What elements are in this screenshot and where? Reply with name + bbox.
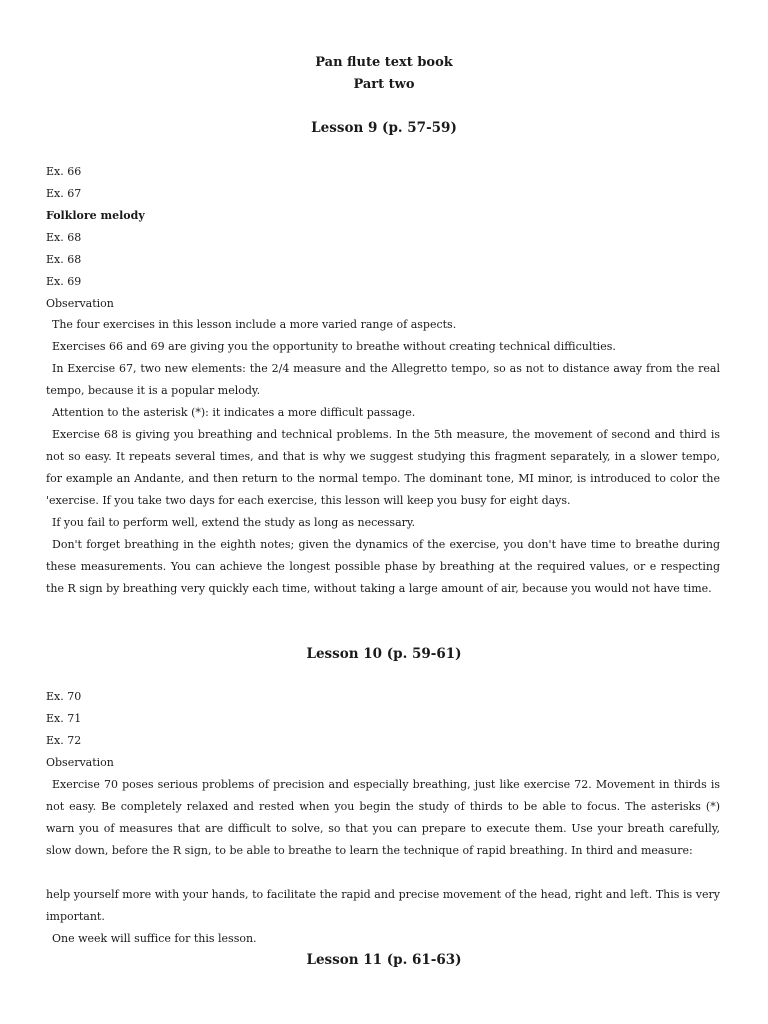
list-item-folklore-melody: Folklore melody (46, 209, 145, 222)
paragraph: Exercises 66 and 69 are giving you the opportunity to breathe without creating technical difficulties. (52, 340, 616, 353)
paragraph: Exercise 70 poses serious problems of precision and especially breathing, just like exercise 72. Movement in thirds is not easy. Be completely relaxed and rested when you begin the study of thirds to be able to focus. The asterisks (*) warn you of measures that are difficult to solve, so that you can prepare to execute them. Use your breath carefully, slow down, before the R sign, to be able to breathe to learn the technique of rapid breathing. In third and measure: (46, 778, 720, 857)
list-item: Ex. 68 (46, 253, 82, 266)
observation-label: Observation (46, 297, 114, 310)
lesson-9-observation-text (46, 314, 720, 600)
book-subtitle: Part two (353, 77, 415, 92)
list-item: Ex. 68 (46, 231, 82, 244)
paragraph: In Exercise 67, two new elements: the 2/4 measure and the Allegretto tempo, so as not to distance away from the real tempo, because it is a popular melody. (46, 362, 720, 397)
paragraph: The four exercises in this lesson include a more varied range of aspects. (52, 318, 457, 331)
lesson-10-observation-text (46, 774, 720, 862)
list-item: Ex. 72 (46, 734, 82, 747)
paragraph: help yourself more with your hands, to facilitate the rapid and precise movement of the head, right and left. This is very important. (46, 888, 720, 923)
paragraph: Don't forget breathing in the eighth notes; given the dynamics of the exercise, you don't have time to breathe during these measurements. You can achieve the longest possible phase by breathing at the required values, or e respecting the R sign by breathing very quickly each time, without taking a large amount of air, because you would not have time. (46, 538, 720, 595)
list-item: Ex. 70 (46, 690, 82, 703)
paragraph: One week will suffice for this lesson. (52, 932, 257, 945)
list-item: Ex. 69 (46, 275, 82, 288)
paragraph: Exercise 68 is giving you breathing and technical problems. In the 5th measure, the movement of second and third is not so easy. It repeats several times, and that is why we suggest studying this fragment separately, in a slower tempo, for example an Andante, and then return to the normal tempo. The dominant tone, MI minor, is introduced to color the 'exercise. If you take two days for each exercise, this lesson will keep you busy for eight days. (46, 428, 720, 507)
lesson-10-heading: Lesson 10 (p. 59-61) (306, 646, 462, 662)
observation-label: Observation (46, 756, 114, 769)
lesson-9-heading: Lesson 9 (p. 57-59) (311, 120, 457, 136)
list-item: Ex. 67 (46, 187, 82, 200)
lesson-11-heading: Lesson 11 (p. 61-63) (306, 952, 462, 968)
lesson-10-continuation (46, 884, 720, 950)
list-item: Ex. 66 (46, 165, 82, 178)
book-title: Pan flute text book (315, 55, 453, 70)
list-item: Ex. 71 (46, 712, 82, 725)
paragraph: Attention to the asterisk (*): it indicates a more difficult passage. (52, 406, 416, 419)
paragraph: If you fail to perform well, extend the study as long as necessary. (52, 516, 416, 529)
